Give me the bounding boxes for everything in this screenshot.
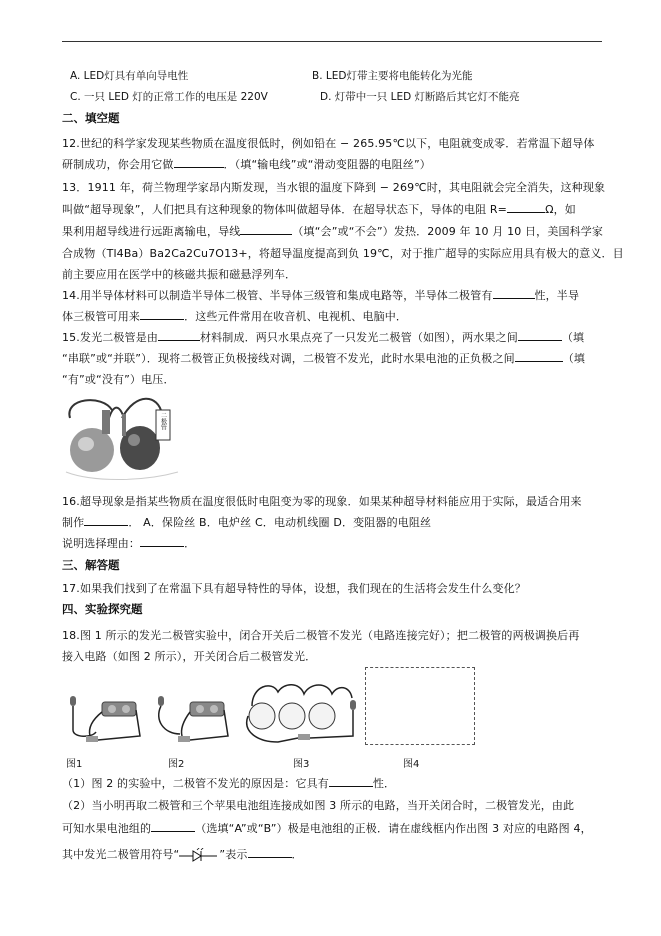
section-fill-title: 二、填空题	[62, 111, 120, 125]
option-a: A. LED灯具有单向导电性	[70, 70, 189, 82]
blank[interactable]	[515, 351, 563, 362]
switch	[298, 734, 310, 740]
header-rule	[62, 41, 602, 42]
apple	[309, 703, 335, 729]
fruit-left-highlight	[78, 437, 94, 451]
fruit-battery-figure	[62, 388, 182, 484]
blank[interactable]	[507, 202, 545, 213]
battery-holder	[190, 702, 224, 716]
wire	[159, 706, 180, 734]
switch	[178, 736, 190, 742]
blank[interactable]	[140, 309, 184, 320]
option-b: B. LED灯带主要将电能转化为光能	[312, 70, 473, 82]
led	[158, 696, 164, 706]
apple	[279, 703, 305, 729]
led	[350, 700, 356, 710]
battery	[210, 705, 218, 713]
q16-line1: 16.超导现象是指某些物质在温度很低时电阻变为零的现象．如果某种超导材料能应用于实际，最适合用来	[62, 495, 582, 508]
blank[interactable]	[240, 224, 292, 235]
q17-text: 17.如果我们找到了在常温下具有超导特性的导体，设想，我们现在的生活将会发生什么变化？	[62, 582, 526, 595]
option-c: C. 一只 LED 灯的正常工作的电压是 220V	[70, 91, 268, 103]
blank[interactable]	[518, 330, 562, 341]
blank[interactable]	[248, 847, 292, 858]
q18-line1: 18.图 1 所示的发光二极管实验中，闭合开关后二极管不发光（电路连接完好）；把二极管的两极调换后再	[62, 629, 580, 642]
q12-line2: 研制成功，你会用它做 ．（填“输电线”或“滑动变阻器的电阻丝”）	[62, 158, 431, 171]
shadow-line	[66, 472, 178, 480]
q18-line2: 接入电路（如图 2 所示），开关闭合后二极管发光．	[62, 650, 317, 663]
electrode	[102, 410, 110, 434]
q18-sub2-line3: 其中发光二极管用符号“ ”表示 ．	[62, 848, 303, 861]
battery	[196, 705, 204, 713]
option-d: D. 灯带中一只 LED 灯断路后其它灯不能亮	[320, 91, 520, 103]
q13-line5: 前主要应用在医学中的核磁共振和磁悬浮列车．	[62, 268, 297, 281]
q18-sub1: （1）图 2 的实验中，二极管不发光的原因是：它具有 性．	[62, 777, 396, 790]
blank[interactable]	[493, 288, 535, 299]
q16-line3: 说明选择理由： ．	[62, 537, 196, 550]
wire	[252, 685, 352, 706]
blank[interactable]	[84, 515, 128, 526]
q16-line2: 制作 ． A．保险丝 B．电炉丝 C．电动机线圈 D．变阻器的电阻丝	[62, 516, 432, 529]
figure-2	[150, 690, 238, 750]
q15-line3: “有”或“没有”）电压．	[62, 373, 175, 386]
diode-label: 二极管	[159, 412, 167, 430]
q18-sub2-line1: （2）当小明再取二极管和三个苹果电池组连接成如图 3 所示的电路，当开关闭合时，二极管发光，由此	[62, 799, 575, 812]
electrode	[122, 414, 126, 436]
apple	[249, 703, 275, 729]
blank[interactable]	[329, 776, 373, 787]
switch	[86, 736, 98, 742]
section-answer-title: 三、解答题	[62, 558, 120, 572]
figure-3-caption: 图3	[293, 759, 310, 770]
led-symbol-icon	[179, 848, 219, 862]
fruit-right-highlight	[128, 434, 140, 446]
q14-line2: 体三极管可用来 ．这些元件常用在收音机、电视机、电脑中．	[62, 310, 408, 323]
blank[interactable]	[158, 330, 200, 341]
figure-1	[62, 690, 150, 750]
figure-2-caption: 图2	[168, 759, 185, 770]
section-experiment-title: 四、实验探究题	[62, 602, 143, 616]
q13-line2: 叫做“超导现象”，人们把具有这种现象的物体叫做超导体．在超导状态下，导体的电阻 R= Ω，如	[62, 203, 576, 216]
fruit-left	[70, 428, 114, 472]
q12-line1: 12.世纪的科学家发现某些物质在温度很低时，例如铅在 − 265.95℃以下，电阻就变成零．若常温下超导体	[62, 137, 595, 150]
figure-4-answer-box[interactable]	[365, 667, 475, 745]
blank[interactable]	[174, 157, 224, 168]
q13-line3: 果利用超导线进行远距离输电，导线 （填“会”或“不会”）发热．2009 年 10 月 10 日，美国科学家	[62, 225, 604, 238]
figure-1-caption: 图1	[66, 759, 83, 770]
q13-line4: 合成物（Tl4Ba）Ba2Ca2Cu7O13+，将超导温度提高到负 19℃，对于推广超导的实际应用具有极大的意义．目	[62, 247, 624, 260]
battery	[122, 705, 130, 713]
led	[70, 696, 76, 706]
battery	[108, 705, 116, 713]
q14-line1: 14.用半导体材料可以制造半导体二极管、半导体三级管和集成电路等，半导体二极管有 性，半导	[62, 289, 580, 302]
blank[interactable]	[140, 536, 184, 547]
figure-3	[238, 676, 364, 750]
q18-sub2-line2: 可知水果电池组的 （选填“A”或“B”）极是电池组的正极．请在虚线框内作出图 3 对应的电路图 4，	[62, 822, 592, 835]
blank[interactable]	[151, 821, 195, 832]
wire	[181, 712, 190, 736]
figure-4-caption: 图4	[403, 759, 420, 770]
q13-line1: 13．1911 年，荷兰物理学家昂内斯发现，当水银的温度下降到 − 269℃时，其电阻就会完全消失，这种现象	[62, 181, 606, 194]
battery-holder	[102, 702, 136, 716]
q15-line1: 15.发光二极管是由 材料制成．两只水果点亮了一只发光二极管（如图），两水果之间 （填	[62, 331, 585, 344]
q15-line2: “串联”或“并联”）．现将二极管正负极接线对调，二极管不发光，此时水果电池的正负极之间 （填	[62, 352, 586, 365]
